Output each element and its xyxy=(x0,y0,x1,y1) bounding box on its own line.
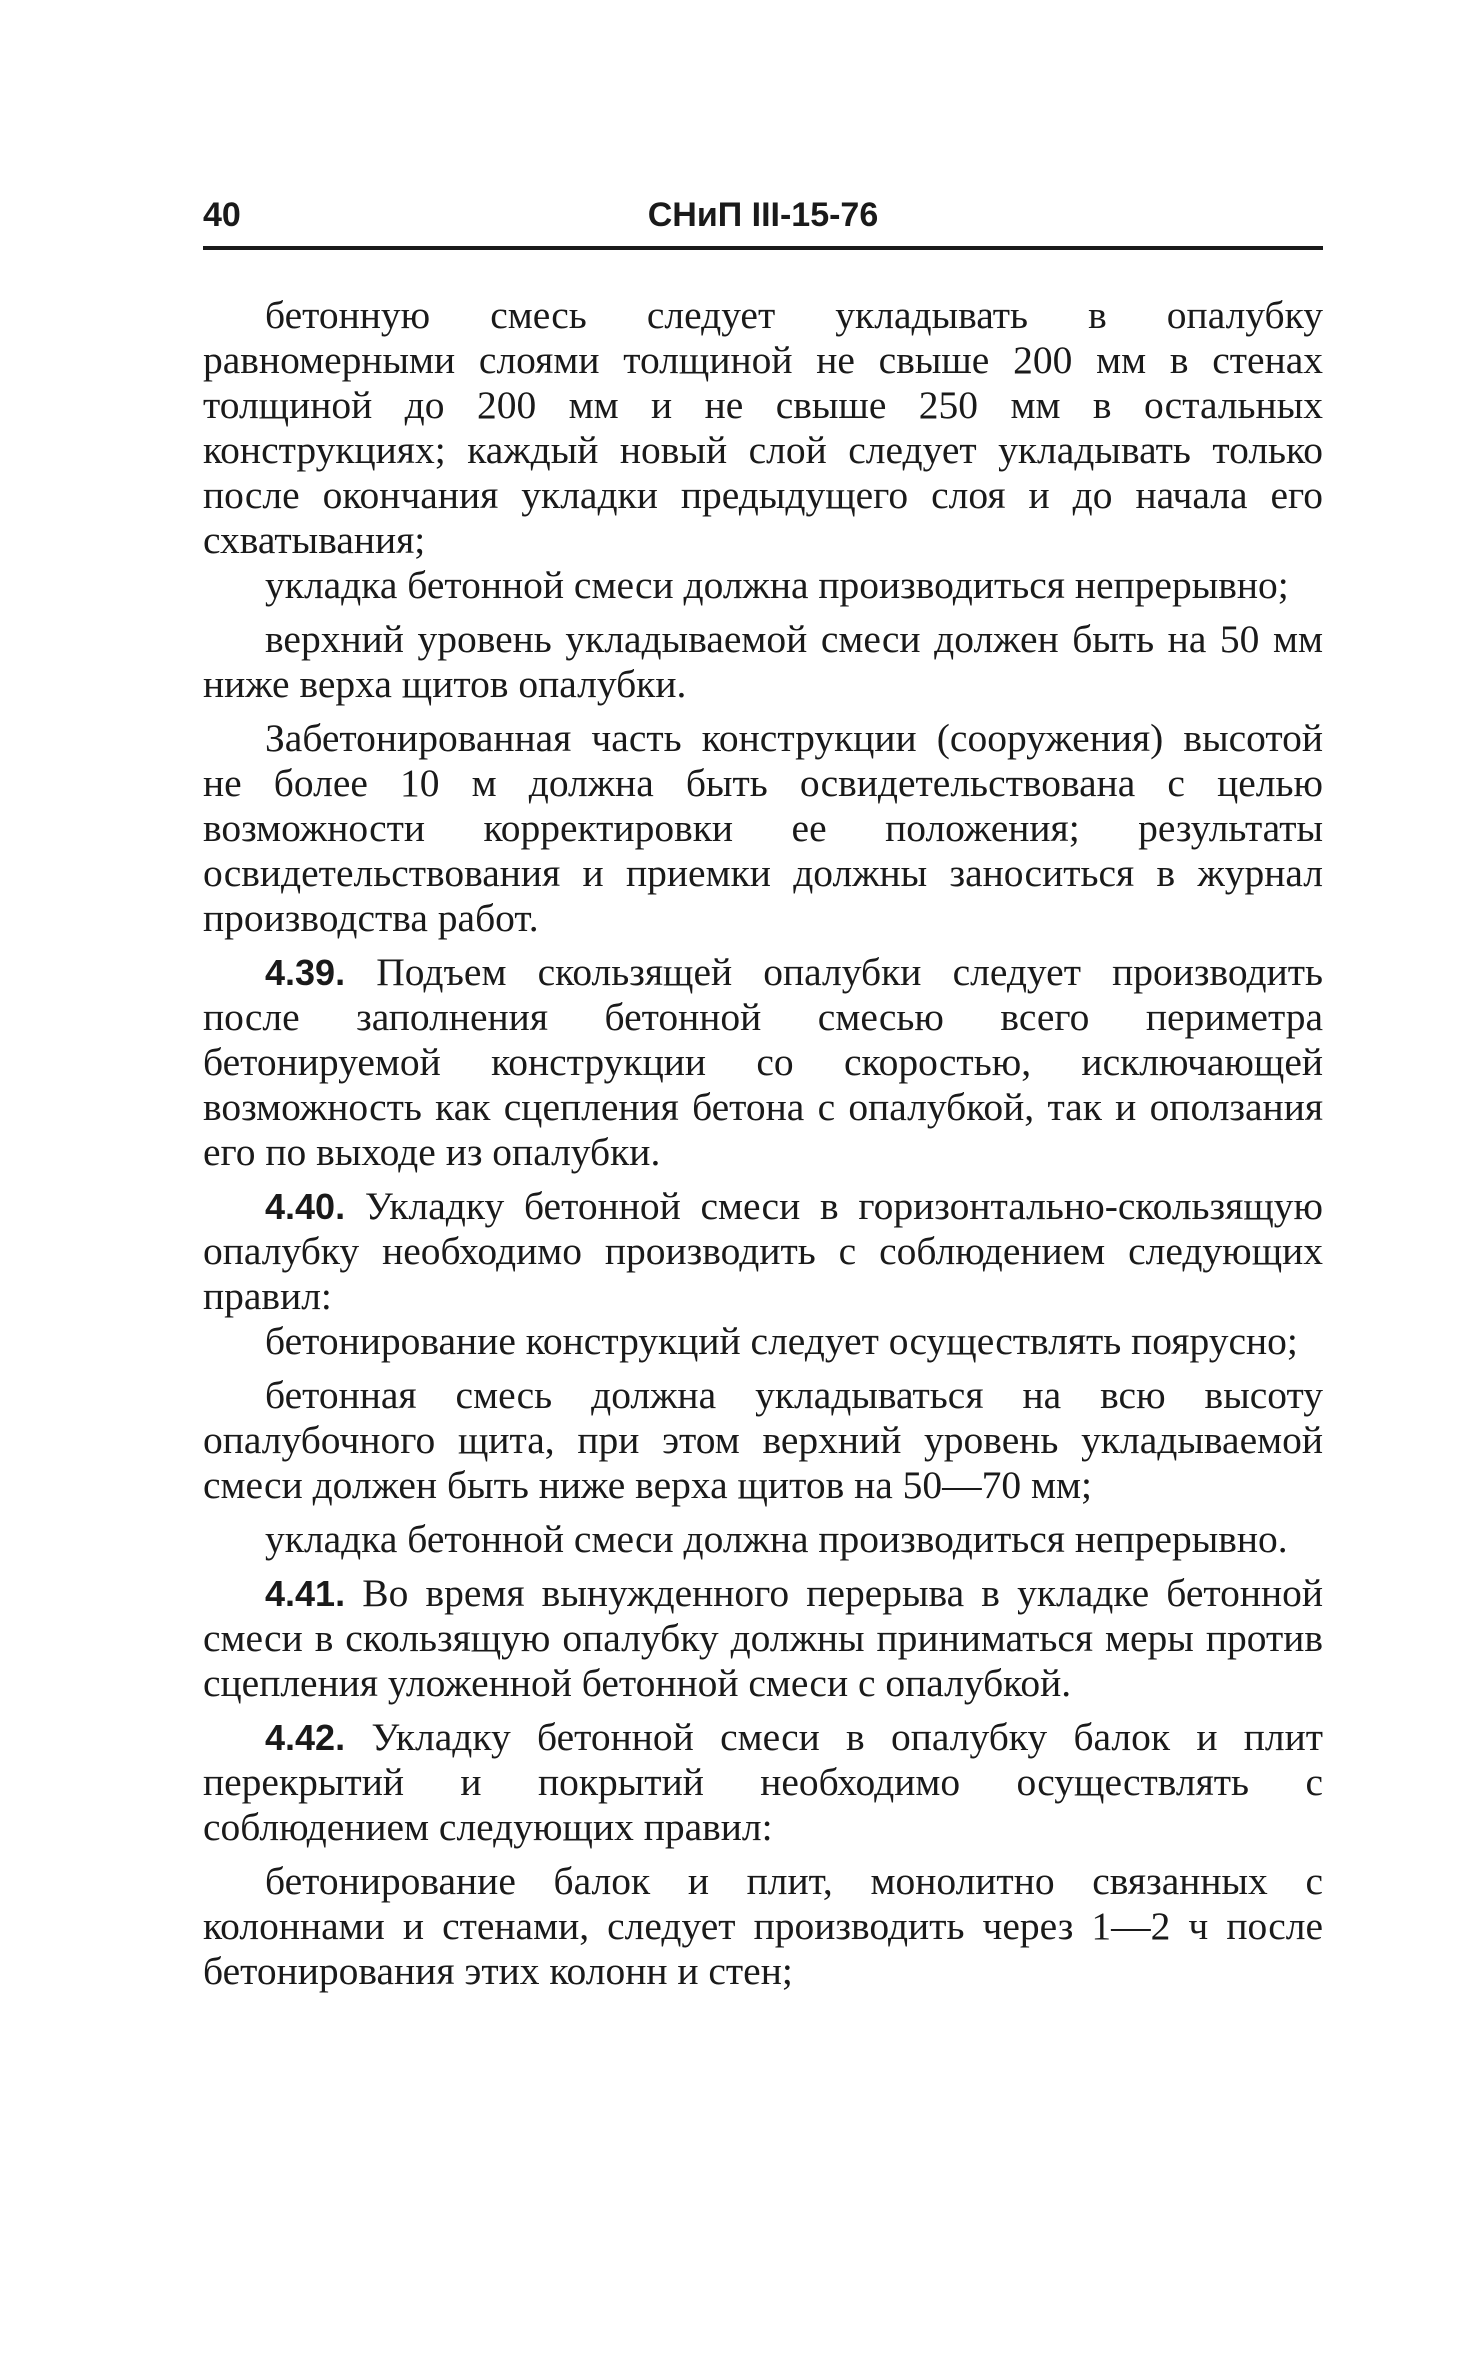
page-number: 40 xyxy=(203,196,241,234)
paragraph-text: Подъем скользящей опалубки следует производить после заполнения бетонной смесью всего периметра бетонируемой конструкции со скоростью, исключающей возможность как сцепления бетона с опалубкой, так и оползания его по выходе из опалубки. xyxy=(203,950,1324,1174)
paragraph-text: укладка бетонной смеси должна производиться непрерывно; xyxy=(265,563,1289,607)
paragraph-text: бетонную смесь следует укладывать в опалубку равномерными слоями толщиной не свыше 200 мм в стенах толщиной до 200 мм и не свыше 250 мм в остальных конструкциях; каждый новый слой следует укладывать только после окончания укладки предыдущего слоя и до начала его схватывания; xyxy=(203,293,1323,562)
paragraph xyxy=(203,1373,1323,1508)
body-text xyxy=(203,293,1323,1994)
paragraph-text: Во время вынужденного перерыва в укладке бетонной смеси в скользящую опалубку должны приниматься меры против сцепления уложенной бетонной смеси с опалубкой. xyxy=(203,1571,1324,1705)
paragraph xyxy=(203,563,1323,608)
paragraph-text: бетонирование конструкций следует осуществлять поярусно; xyxy=(265,1319,1298,1363)
paragraph-text: Укладку бетонной смеси в опалубку балок и плит перекрытий и покрытий необходимо осуществлять с соблюдением следующих правил: xyxy=(203,1715,1324,1849)
paragraph xyxy=(203,1859,1323,1994)
paragraph xyxy=(203,1319,1323,1364)
paragraph xyxy=(203,293,1323,563)
paragraph xyxy=(203,716,1323,941)
paragraph xyxy=(203,950,1323,1175)
paragraph xyxy=(203,1517,1323,1562)
clause-number: 4.40. xyxy=(265,1186,346,1227)
paragraph-text: Забетонированная часть конструкции (сооружения) высотой не более 10 м должна быть освидетельствована с целью возможности корректировки ее положения; результаты освидетельствования и приемки должны заноситься в журнал производства работ. xyxy=(203,716,1323,940)
paragraph-text: верхний уровень укладываемой смеси должен быть на 50 мм ниже верха щитов опалубки. xyxy=(203,617,1323,706)
document-code: СНиП III-15-76 xyxy=(647,196,879,234)
clause-number: 4.42. xyxy=(265,1717,346,1758)
paragraph-text: Укладку бетонной смеси в горизонтально-скользящую опалубку необходимо производить с соблюдением следующих правил: xyxy=(203,1184,1323,1318)
paragraph xyxy=(203,1571,1323,1706)
header-rule xyxy=(203,246,1323,250)
paragraph xyxy=(203,617,1323,707)
document-page xyxy=(203,190,1323,1994)
clause-number: 4.41. xyxy=(265,1573,346,1614)
clause-number: 4.39. xyxy=(265,952,346,993)
paragraph-text: укладка бетонной смеси должна производиться непрерывно. xyxy=(265,1517,1288,1561)
paragraph-text: бетонная смесь должна укладываться на всю высоту опалубочного щита, при этом верхний уровень укладываемой смеси должен быть ниже верха щитов на 50—70 мм; xyxy=(203,1373,1323,1507)
paragraph-text: бетонирование балок и плит, монолитно связанных с колоннами и стенами, следует производить через 1—2 ч после бетонирования этих колонн и стен; xyxy=(203,1859,1323,1993)
page-header xyxy=(203,190,1323,240)
paragraph xyxy=(203,1184,1323,1319)
paragraph xyxy=(203,1715,1323,1850)
